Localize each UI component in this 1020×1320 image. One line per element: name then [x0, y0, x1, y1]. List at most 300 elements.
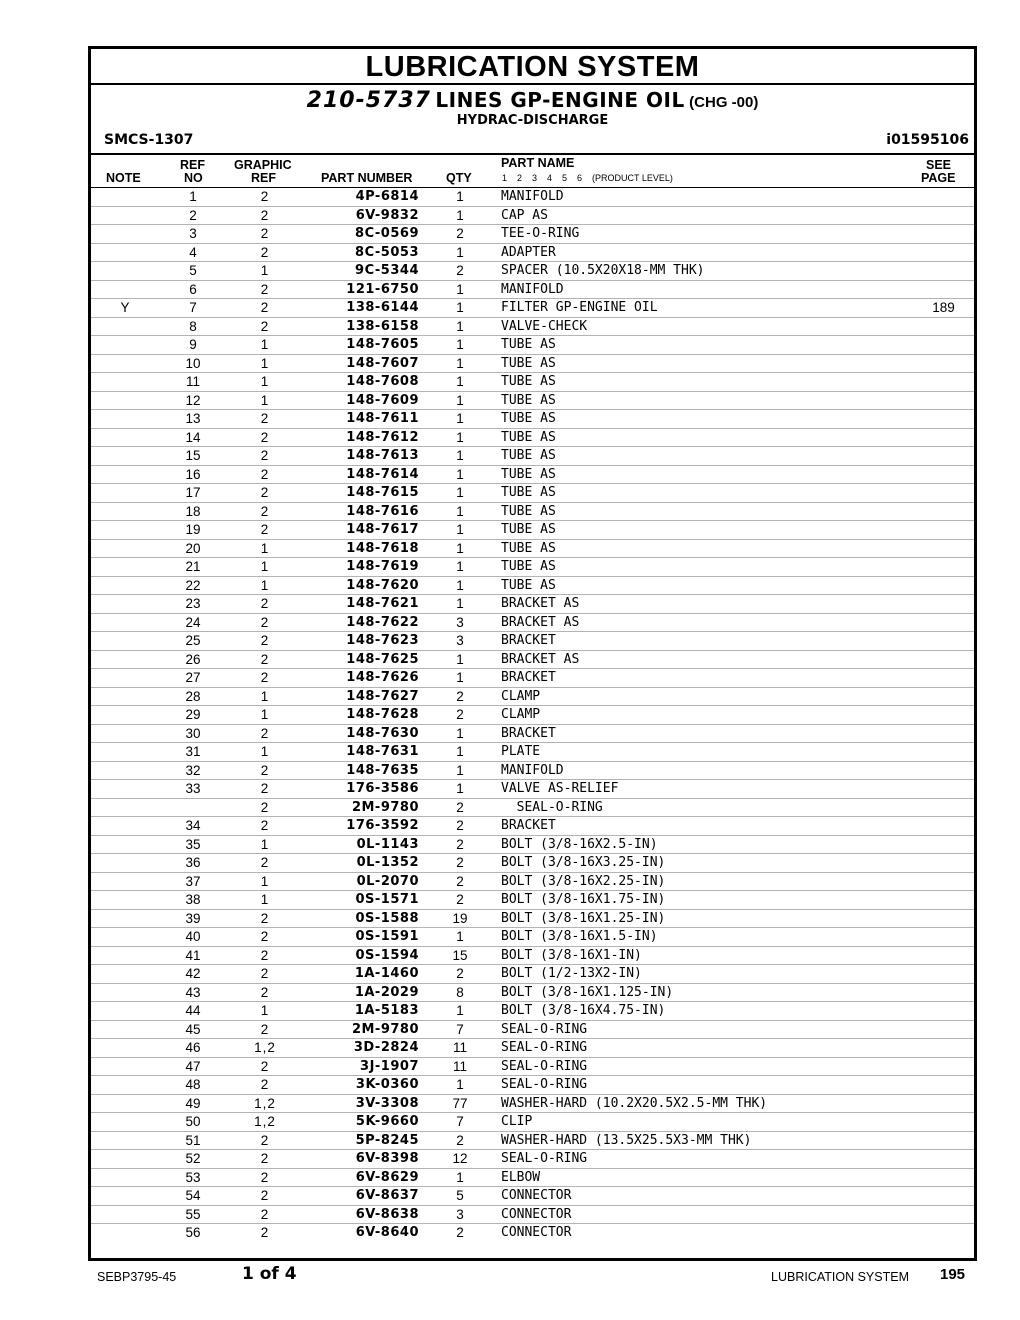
- part-number-cell: 9C-5344: [355, 263, 419, 278]
- part-name-cell: PLATE: [501, 744, 541, 759]
- part-number-cell: 148-7615: [346, 485, 419, 500]
- graphic-ref-cell: 1: [260, 337, 270, 352]
- part-number-cell: 148-7607: [346, 355, 419, 371]
- ref-number-cell: 6: [189, 281, 197, 297]
- header-ref-bottom: NO: [184, 171, 203, 185]
- table-row: [91, 299, 974, 318]
- graphic-ref-cell: 1,2: [254, 1095, 276, 1111]
- quantity-cell: 1: [456, 207, 464, 223]
- group-number: 210-5737: [306, 88, 431, 113]
- part-number-cell: 3J-1907: [360, 1058, 419, 1074]
- part-number-cell: 2M-9780: [351, 1021, 419, 1037]
- table-row: [91, 244, 974, 263]
- group-subtitle: [91, 85, 974, 113]
- part-number-cell: 1A-5183: [354, 1003, 419, 1018]
- part-name-cell: BRACKET AS: [501, 651, 580, 667]
- ref-number-cell: 32: [185, 762, 201, 778]
- graphic-ref-cell: 2: [260, 485, 270, 500]
- ref-number-cell: 53: [185, 1169, 201, 1185]
- ref-number-cell: 11: [185, 374, 200, 389]
- part-number-cell: 6V-8638: [355, 1206, 419, 1222]
- ref-number-cell: 4: [189, 244, 197, 260]
- table-row: [91, 466, 974, 485]
- part-number-cell: 148-7619: [346, 559, 419, 574]
- ref-number-cell: 34: [185, 818, 201, 833]
- ref-number-cell: 55: [185, 1206, 201, 1222]
- ref-number-cell: 18: [185, 503, 201, 519]
- quantity-cell: 3: [456, 633, 464, 648]
- quantity-cell: 15: [452, 947, 468, 963]
- ref-number-cell: 52: [185, 1151, 201, 1166]
- table-row: [91, 910, 974, 929]
- quantity-cell: 1: [456, 1003, 464, 1018]
- table-row: [91, 281, 974, 300]
- ref-number-cell: 3: [189, 226, 197, 241]
- graphic-ref-cell: 1: [260, 836, 270, 852]
- table-row: [91, 318, 974, 337]
- part-number-cell: 148-7608: [346, 374, 419, 389]
- table-row: [91, 984, 974, 1003]
- page-footer: [0, 1262, 1020, 1292]
- graphic-ref-cell: 1: [260, 707, 270, 722]
- table-row: [91, 873, 974, 892]
- table-row: [91, 743, 974, 762]
- part-number-cell: 138-6144: [346, 300, 419, 315]
- table-row: [91, 225, 974, 244]
- part-number-cell: 1A-1460: [354, 966, 419, 981]
- part-number-cell: 148-7631: [346, 744, 419, 759]
- part-name-cell: BOLT (3/8-16X1.125-IN): [501, 984, 674, 1000]
- part-name-cell: MANIFOLD: [501, 281, 564, 297]
- ref-number-cell: 26: [185, 651, 201, 667]
- graphic-ref-cell: 2: [260, 318, 270, 334]
- part-number-cell: 148-7612: [346, 429, 419, 445]
- quantity-cell: 2: [456, 1225, 464, 1240]
- graphic-ref-cell: 1: [260, 263, 270, 278]
- table-row: [91, 1039, 974, 1058]
- graphic-ref-cell: 2: [260, 633, 270, 648]
- part-name-cell: BRACKET: [501, 818, 556, 833]
- ref-number-cell: 14: [185, 429, 201, 445]
- graphic-ref-cell: 1: [260, 559, 270, 574]
- graphic-ref-cell: 2: [260, 966, 270, 981]
- quantity-cell: 2: [456, 818, 464, 833]
- smcs-row: [91, 131, 974, 155]
- smcs-code: SMCS-1307: [104, 132, 194, 148]
- table-row: [91, 836, 974, 855]
- ref-number-cell: 24: [185, 614, 201, 630]
- quantity-cell: 1: [456, 466, 464, 482]
- part-number-cell: 6V-8629: [355, 1169, 419, 1185]
- quantity-cell: 11: [452, 1040, 467, 1055]
- part-number-cell: 8C-5053: [355, 244, 419, 260]
- quantity-cell: 3: [456, 1206, 464, 1222]
- quantity-cell: 2: [456, 873, 464, 889]
- graphic-ref-cell: 2: [260, 596, 270, 611]
- part-name-cell: TUBE AS: [501, 448, 556, 463]
- part-number-cell: 6V-8398: [355, 1151, 419, 1166]
- part-number-cell: 148-7630: [346, 725, 419, 741]
- graphic-ref-cell: 2: [260, 207, 270, 223]
- table-row: [91, 1187, 974, 1206]
- group-description: HYDRAC-DISCHARGE: [456, 113, 609, 128]
- part-name-cell: ADAPTER: [501, 244, 556, 260]
- part-number-cell: 148-7621: [346, 596, 419, 611]
- part-name-cell: TEE-O-RING: [501, 226, 580, 241]
- graphic-ref-cell: 2: [260, 725, 270, 741]
- ref-number-cell: 40: [185, 929, 201, 944]
- part-number-cell: 148-7626: [346, 670, 419, 685]
- part-number-cell: 0L-2070: [356, 873, 419, 889]
- table-row: [91, 373, 974, 392]
- part-number-cell: 5K-9660: [355, 1114, 419, 1129]
- part-number-cell: 1A-2029: [354, 984, 419, 1000]
- part-name-cell: TUBE AS: [501, 540, 556, 556]
- ref-number-cell: 51: [185, 1132, 201, 1148]
- ref-number-cell: 30: [185, 725, 201, 741]
- quantity-cell: 7: [456, 1021, 464, 1037]
- graphic-ref-cell: 2: [260, 466, 270, 482]
- quantity-cell: 77: [452, 1095, 468, 1111]
- ref-number-cell: 44: [185, 1003, 201, 1018]
- quantity-cell: 2: [456, 226, 464, 241]
- table-row: [91, 521, 974, 540]
- part-name-cell: SEAL-O-RING: [501, 1021, 588, 1037]
- quantity-cell: 7: [456, 1114, 464, 1129]
- table-row: [91, 262, 974, 281]
- part-name-cell: BRACKET AS: [501, 614, 580, 630]
- footer-document-number: SEBP3795-45: [97, 1270, 177, 1284]
- table-row: [91, 928, 974, 947]
- part-number-cell: 148-7616: [346, 503, 419, 519]
- quantity-cell: 1: [456, 429, 464, 445]
- graphic-ref-cell: 2: [260, 1169, 270, 1185]
- part-name-cell: CONNECTOR: [501, 1206, 572, 1222]
- ref-number-cell: 41: [185, 947, 201, 963]
- part-name-cell: BOLT (3/8-16X1.75-IN): [501, 892, 666, 907]
- part-name-cell: BRACKET AS: [501, 596, 580, 611]
- ref-number-cell: 16: [185, 466, 201, 482]
- quantity-cell: 5: [456, 1188, 464, 1203]
- quantity-cell: 1: [456, 485, 464, 500]
- part-number-cell: 3D-2824: [353, 1040, 419, 1055]
- part-name-cell: CAP AS: [501, 207, 548, 223]
- part-number-cell: 0S-1588: [355, 910, 419, 926]
- table-row: [91, 780, 974, 799]
- part-number-cell: 2M-9780: [351, 799, 419, 815]
- ref-number-cell: 56: [185, 1225, 201, 1240]
- ref-number-cell: 21: [185, 559, 201, 574]
- part-name-cell: SEAL-O-RING: [501, 1058, 588, 1074]
- part-name-cell: SEAL-O-RING: [501, 1040, 588, 1055]
- part-number-cell: 148-7620: [346, 577, 419, 593]
- quantity-cell: 1: [456, 374, 464, 389]
- table-row: [91, 540, 974, 559]
- graphic-ref-cell: 1: [260, 355, 270, 371]
- part-number-cell: 0L-1143: [356, 836, 419, 852]
- ref-number-cell: 22: [185, 577, 201, 593]
- table-row: [91, 410, 974, 429]
- graphic-ref-cell: 1: [260, 392, 270, 408]
- ref-number-cell: 43: [185, 984, 201, 1000]
- graphic-ref-cell: 2: [260, 762, 270, 778]
- quantity-cell: 1: [456, 300, 464, 315]
- table-row: [91, 614, 974, 633]
- see-page-cell: 189: [932, 300, 955, 315]
- header-graphic-bottom: REF: [251, 171, 276, 185]
- part-number-cell: 148-7611: [346, 411, 419, 426]
- table-row: [91, 1002, 974, 1021]
- part-name-cell: SEAL-O-RING: [501, 799, 603, 815]
- part-number-cell: 6V-8640: [355, 1225, 419, 1240]
- part-number-cell: 148-7628: [346, 707, 419, 722]
- part-number-cell: 6V-8637: [355, 1188, 419, 1203]
- quantity-cell: 1: [456, 281, 464, 297]
- ref-number-cell: 28: [185, 688, 201, 704]
- quantity-cell: 1: [456, 670, 464, 685]
- quantity-cell: 1: [456, 448, 464, 463]
- quantity-cell: 2: [456, 707, 464, 722]
- graphic-ref-cell: 2: [260, 1206, 270, 1222]
- part-number-cell: 148-7605: [346, 337, 419, 352]
- quantity-cell: 1: [456, 244, 464, 260]
- table-row: [91, 762, 974, 781]
- graphic-ref-cell: 2: [260, 244, 270, 260]
- part-name-cell: WASHER-HARD (10.2X20.5X2.5-MM THK): [501, 1095, 768, 1111]
- table-row: [91, 1113, 974, 1132]
- table-row: [91, 484, 974, 503]
- table-row: [91, 1058, 974, 1077]
- table-row: [91, 1150, 974, 1169]
- part-name-cell: BOLT (1/2-13X2-IN): [501, 966, 642, 981]
- part-number-cell: 5P-8245: [355, 1132, 419, 1148]
- header-product-level: 1 2 3 4 5 6 (PRODUCT LEVEL): [502, 173, 673, 183]
- part-number-cell: 3K-0360: [355, 1077, 419, 1092]
- graphic-ref-cell: 2: [260, 189, 270, 204]
- quantity-cell: 1: [456, 1077, 464, 1092]
- part-name-cell: CLAMP: [501, 688, 541, 704]
- part-number-cell: 121-6750: [346, 281, 419, 297]
- ref-number-cell: 45: [185, 1021, 201, 1037]
- parts-list-frame: [88, 46, 977, 1261]
- part-name-cell: SEAL-O-RING: [501, 1151, 588, 1166]
- quantity-cell: 19: [452, 910, 468, 926]
- ref-number-cell: 47: [185, 1058, 201, 1074]
- ref-number-cell: 9: [189, 337, 197, 352]
- graphic-ref-cell: 2: [260, 429, 270, 445]
- table-row: [91, 577, 974, 596]
- graphic-ref-cell: 1,2: [254, 1040, 276, 1055]
- table-row: [91, 595, 974, 614]
- part-number-cell: 148-7613: [346, 448, 419, 463]
- ref-number-cell: 2: [189, 207, 197, 223]
- ref-number-cell: 20: [185, 540, 201, 556]
- graphic-ref-cell: 2: [260, 300, 270, 315]
- graphic-ref-cell: 2: [260, 226, 270, 241]
- header-qty: QTY: [446, 171, 472, 185]
- quantity-cell: 1: [456, 355, 464, 371]
- part-number-cell: 6V-9832: [355, 207, 419, 223]
- quantity-cell: 1: [456, 651, 464, 667]
- part-name-cell: BRACKET: [501, 670, 556, 685]
- graphic-ref-cell: 2: [260, 799, 270, 815]
- graphic-ref-cell: 2: [260, 818, 270, 833]
- table-row: [91, 1224, 974, 1242]
- ref-number-cell: 36: [185, 855, 201, 870]
- graphic-ref-cell: 1: [260, 744, 270, 759]
- part-name-cell: BOLT (3/8-16X1.25-IN): [501, 910, 666, 926]
- table-row: [91, 355, 974, 374]
- change-level: (CHG -00): [689, 94, 759, 111]
- table-row: [91, 1095, 974, 1114]
- quantity-cell: 1: [456, 1169, 464, 1185]
- part-name-cell: TUBE AS: [501, 355, 556, 371]
- part-number-cell: 148-7617: [346, 522, 419, 537]
- ref-number-cell: 38: [185, 892, 201, 907]
- part-name-cell: TUBE AS: [501, 559, 556, 574]
- quantity-cell: 1: [456, 929, 464, 944]
- header-part-number: PART NUMBER: [321, 171, 413, 185]
- graphic-ref-cell: 1,2: [254, 1114, 276, 1129]
- header-see-bottom: PAGE: [921, 171, 956, 185]
- graphic-ref-cell: 2: [260, 929, 270, 944]
- group-name: LINES GP-ENGINE OIL: [435, 88, 685, 112]
- table-header: [91, 155, 974, 188]
- graphic-ref-cell: 2: [260, 1021, 270, 1037]
- table-row: [91, 688, 974, 707]
- quantity-cell: 1: [456, 522, 464, 537]
- graphic-ref-cell: 1: [260, 1003, 270, 1018]
- ref-number-cell: 27: [185, 670, 201, 685]
- quantity-cell: 1: [456, 781, 464, 796]
- part-name-cell: MANIFOLD: [501, 189, 564, 204]
- graphic-ref-cell: 2: [260, 411, 270, 426]
- part-number-cell: 0S-1571: [355, 892, 419, 907]
- table-row: [91, 891, 974, 910]
- quantity-cell: 1: [456, 503, 464, 519]
- table-row: [91, 1206, 974, 1225]
- quantity-cell: 2: [456, 966, 464, 981]
- table-row: [91, 706, 974, 725]
- part-name-cell: VALVE-CHECK: [501, 318, 588, 334]
- part-number-cell: 176-3592: [346, 818, 419, 833]
- graphic-ref-cell: 2: [260, 1132, 270, 1148]
- quantity-cell: 2: [456, 688, 464, 704]
- header-part-name: PART NAME: [501, 156, 575, 170]
- quantity-cell: 12: [452, 1151, 468, 1166]
- part-name-cell: TUBE AS: [501, 485, 556, 500]
- table-row: [91, 965, 974, 984]
- table-row: [91, 503, 974, 522]
- part-number-cell: 148-7614: [346, 466, 419, 482]
- table-row: [91, 632, 974, 651]
- table-row: [91, 392, 974, 411]
- part-name-cell: TUBE AS: [501, 411, 556, 426]
- table-row: [91, 188, 974, 207]
- quantity-cell: 1: [456, 596, 464, 611]
- ref-number-cell: 17: [185, 485, 201, 500]
- part-number-cell: 148-7627: [346, 688, 419, 704]
- ref-number-cell: 48: [185, 1077, 201, 1092]
- graphic-ref-cell: 1: [260, 374, 270, 389]
- ref-number-cell: 19: [185, 522, 201, 537]
- part-name-cell: CONNECTOR: [501, 1188, 572, 1203]
- part-name-cell: ELBOW: [501, 1169, 541, 1185]
- part-name-cell: CLAMP: [501, 707, 541, 722]
- part-name-cell: BRACKET: [501, 633, 556, 648]
- table-row: [91, 429, 974, 448]
- footer-section-title: LUBRICATION SYSTEM: [771, 1270, 909, 1284]
- ref-number-cell: 25: [185, 633, 201, 648]
- part-number-cell: 176-3586: [346, 781, 419, 796]
- ref-number-cell: 7: [189, 300, 197, 315]
- ref-number-cell: 49: [185, 1095, 201, 1111]
- table-row: [91, 1169, 974, 1188]
- quantity-cell: 1: [456, 725, 464, 741]
- part-name-cell: TUBE AS: [501, 392, 556, 408]
- graphic-ref-cell: 2: [260, 281, 270, 297]
- part-number-cell: 0S-1591: [355, 929, 419, 944]
- quantity-cell: 2: [456, 263, 464, 278]
- part-name-cell: BOLT (3/8-16X1.5-IN): [501, 929, 658, 944]
- table-row: [91, 1021, 974, 1040]
- quantity-cell: 1: [456, 318, 464, 334]
- quantity-cell: 11: [452, 1058, 467, 1074]
- part-number-cell: 148-7618: [346, 540, 419, 556]
- quantity-cell: 1: [456, 189, 464, 204]
- quantity-cell: 8: [456, 984, 464, 1000]
- table-row: [91, 1132, 974, 1151]
- part-name-cell: TUBE AS: [501, 522, 556, 537]
- table-row: [91, 651, 974, 670]
- graphic-ref-cell: 2: [260, 910, 270, 926]
- graphic-ref-cell: 1: [260, 540, 270, 556]
- ref-number-cell: 50: [185, 1114, 201, 1129]
- graphic-ref-cell: 1: [260, 688, 270, 704]
- part-name-cell: WASHER-HARD (13.5X25.5X3-MM THK): [501, 1132, 752, 1148]
- graphic-ref-cell: 2: [260, 855, 270, 870]
- footer-page-of: 1 of 4: [242, 1264, 297, 1284]
- graphic-ref-cell: 1: [260, 892, 270, 907]
- header-see-top: SEE: [926, 158, 952, 172]
- ref-number-cell: 1: [189, 189, 197, 204]
- quantity-cell: 2: [456, 855, 464, 870]
- part-name-cell: BOLT (3/8-16X1-IN): [501, 947, 642, 963]
- part-name-cell: VALVE AS-RELIEF: [501, 781, 619, 796]
- graphic-ref-cell: 2: [260, 448, 270, 463]
- part-name-cell: TUBE AS: [501, 429, 556, 445]
- part-name-cell: BOLT (3/8-16X2.25-IN): [501, 873, 666, 889]
- graphic-ref-cell: 2: [260, 503, 270, 519]
- note-cell: Y: [120, 300, 130, 315]
- part-name-cell: FILTER GP-ENGINE OIL: [501, 300, 658, 315]
- header-graphic-top: GRAPHIC: [234, 158, 292, 172]
- part-number-cell: 148-7635: [346, 762, 419, 778]
- parts-table-body: [91, 188, 974, 1242]
- ref-number-cell: 31: [185, 744, 201, 759]
- table-row: [91, 854, 974, 873]
- quantity-cell: 1: [456, 392, 464, 408]
- quantity-cell: 1: [456, 744, 464, 759]
- table-row: [91, 725, 974, 744]
- part-name-cell: TUBE AS: [501, 577, 556, 593]
- graphic-ref-cell: 2: [260, 670, 270, 685]
- table-row: [91, 669, 974, 688]
- part-number-cell: 0S-1594: [355, 947, 419, 963]
- table-row: [91, 558, 974, 577]
- part-number-cell: 148-7609: [346, 392, 419, 408]
- part-name-cell: TUBE AS: [501, 466, 556, 482]
